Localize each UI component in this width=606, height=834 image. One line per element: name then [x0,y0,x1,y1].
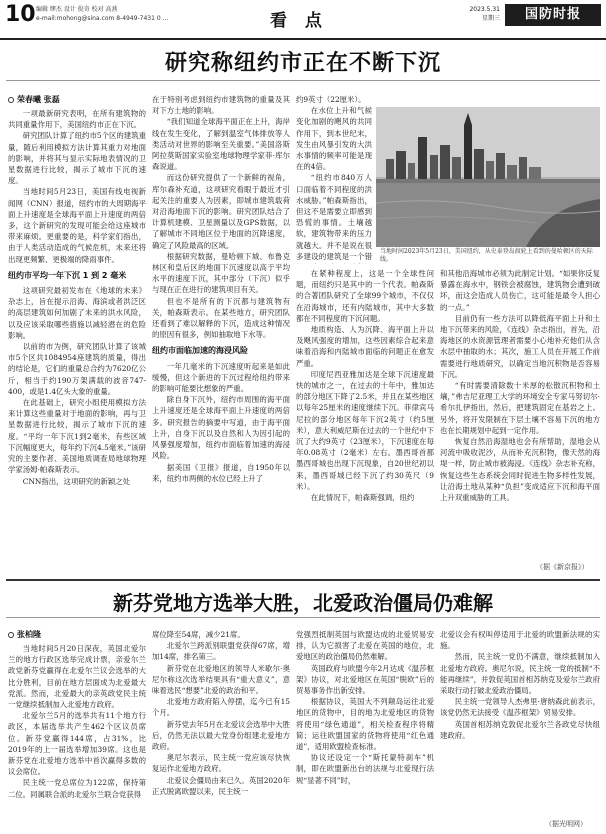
article2-col4 [440,629,600,815]
paragraph: 在紧种程度上，这是一个全球性问题，而纽约只是其中的一个代表。帕森斯的合著团队研究了全球99个城市，不仅仅在沿海城市，还有内陆城市，其中大多数都在不同程度的下沉问题。 [296,269,434,323]
paragraph: 当地时间5月20日深夜，英国北爱尔兰的地方行政区选举完成计票，亲爱尔兰政党新芬党赢得在北爱尔兰议会选举的大比分胜利，目前在地方层面成为北爱最大党派。然而，北爱最大的亲英政党民主统一党继续抵制加入北爱地方政府。 [8,644,146,710]
article1-credit: （据《新京报》） [536,563,589,571]
paragraph: 约9英寸（22厘米）。 [296,95,366,104]
city-skyline-photo [376,107,600,247]
paragraph: 而这份研究提供了一个新鲜的视角，库尔森补充道，这项研究看眼于最近才引起关注的重要人为因素，即城市建筑载荷对沿海地面下沉的影响。研究团队结合了计算机建模、卫星测量以及GPS数据，以了解城市不同地区位于地面的沉降速度，确定了风险最高的区域。 [152,173,290,250]
article2-col3 [296,629,434,831]
paragraph: CNN指出，这项研究的新颖之处 [22,476,131,486]
paragraph: 印度尼西亚雅加达是全球下沉速度最快的城市之一，在过去的十年中，雅加达的部分地区下降了2.5米，并且在某些地区以每年25厘米的速度继续下沉。菲律宾马尼拉的部分地区每年下沉2英寸（约5厘米），意大利威尼斯在过去的一个世纪中下沉了大约9英寸（23厘米），下沉速度在每年0.08英寸（2毫米）左右。墨西哥首都墨西哥城也出现下沉现象，自20世纪初以来，墨西哥城已经下沉了约30英尺（9米）。 [296,369,434,491]
paragraph: 当地时间5月23日，美国有线电视新闻网（CNN）报道，纽约市的大周期海平面上升速度是全球海平面上升速度的两倍多，这个新研究的发现可能会给这座城市带来麻烦。更重要的是，科学家们指出，由于人类活动造成的气候危机，未来还将出现更频繁、更极端的降雨事件。 [8,187,146,264]
article2-byline [8,629,41,640]
photo-caption: 当地时间2023年5月23日，美国纽约，从史泰登岛渡轮上看到的曼哈顿区的天际线。 [380,248,593,263]
paragraph: 恢复自然沿海湿地也会有所帮助，湿地会从河流中吸收泥沙，从而补充沉积物，像天然的海堤一样，防止城市被海浸。《连线》杂志补充称，恢复这些生态系统会同时促进生物多样性发展，让沿海土地从某种“负担”变成适应下沉和海平面上升双重威胁的工具。 [440,437,600,503]
weekday: 星期三 [481,15,500,22]
article1-col3-top [296,94,372,264]
section-title: 看 点 [270,11,328,31]
article1-col4 [440,268,600,558]
paragraph: 英国首相苏纳克敦促北爱尔兰各政党尽快组建政府。 [440,719,600,740]
editors: 编辑 缪杰 设计 倪奇 校对 高燕 [36,6,118,13]
date: 2023.5.31 [469,6,500,13]
article1-col1 [8,108,146,578]
article2-credit: （据光明网） [545,820,587,828]
byline-text: 荣春曦 张磊 [17,95,60,104]
article1-headline: 研究称纽约市正在不断下沉 [164,51,441,76]
subheading: 纽约市面临加速的海浸风险 [152,346,248,356]
paragraph: “我们知道全球海平面正在上升，海岸线在发生变化，了解到温室气体排放等人类活动对世界的影响至关重要。”美国洛斯阿拉莫斯国家实验室地球物理学家菲·库尔森说道。 [152,117,290,172]
paragraph: 据美国《卫报》报道，自1950年以来，纽约市两侧的水位已经上升了 [152,462,290,483]
paragraph: 英国政府与欧盟今年2月达成《温莎框架》协议，对北爱地区在英国“脱欧”后的贸易事务作出新安排。 [296,663,434,696]
paragraph: 这项研究最初发布在《地球的未来》杂志上，旨在提示沿海、海滨或者洪泛区的高层建筑如何加剧了未来的洪水风险，以及应该采取哪些措施以减轻潜在的危险影响。 [8,286,146,340]
section-divider [6,579,600,581]
paragraph: 奥尼尔表示，民主统一党应该尽快恢复运作北爱地方政府。 [152,753,290,774]
divider [6,80,600,81]
paragraph: “有时需要清除数十米厚的松散沉积物和土壤，”弗吉尼亚理工大学的环境安全专家马努切尔·希尔扎伊指出，然后，把建筑固定在基岩之上。另外，将开发限制在下层土壤不容易下沉的地方也在长期规划中起到一定作用。 [440,381,600,435]
article1-col3 [296,268,434,578]
paragraph: 但也不是所有的下沉都与建筑物有关，帕森斯表示。在某些地方，研究团队还看到了难以解释的下沉，造成这种情况的原因有很多，例如抽取地下水等。 [152,296,290,340]
paragraph: 地质构造、人为沉降、海平面上升以及飓风强度的增加，这些因素综合起来意味着沿海和内陆城市面临的问题正在愈发严重。 [296,325,434,368]
paragraph: 北爱尔兰5月的选举共有11个地方行政区，本届选举共产生462个区议员席位。新芬党赢得144席，占31%，比2019年的上一届选举增加39席。这也是新芬党在北爱地方选举中首次赢得多数的议会席位。 [8,711,146,777]
paragraph: 根据协议，英国大不列颠岛运往北爱地区的货物中，目的地为北爱地区的货物将使用“绿色通道”，相关检查程序将精简；运往欧盟国家的货物将使用“红色通道”，适用欧盟检查标准。 [296,697,434,752]
paragraph: 民主统一党领导人杰弗里·唐纳森此前表示，该党仍然无法接受《温莎框架》贸易安排。 [440,697,600,718]
paragraph: 研究团队计算了纽约市5个区的建筑重量，随后利用模拟方法计算其重力对地面的影响，并将其与显示实际地表情况的卫星数据进行比较，揭示了城市下沉的速度。 [8,131,146,186]
paragraph: 党强烈抵制英国与欧盟达成的北爱贸易安排，认为它损害了北爱在英国的地位，北爱地区的政治僵局仍然难解。 [296,630,434,662]
paragraph: 在水位上升和气候变化加剧的飓风的共同作用下，到本世纪末，发生由风暴引发的大洪水事情的频率可能是现在的4倍。 [296,106,372,172]
paragraph: 一项最新研究表明，在所有建筑物的共同重量作用下，美国纽约市正在下沉。 [8,109,146,130]
byline-text: 张柏隆 [17,630,41,639]
paragraph: 民主统一党总席位为122席，保持第二位。同属联合派的北爱尔兰联合党获得 [8,778,146,799]
page-header [0,0,606,40]
paragraph: 和其他沿海城市必须为此制定计划。“如果你反复暴露在海水中，钢铁会被腐蚀，建筑物会遭到破坏，而这会造成人员伤亡，这可能是最令人担心的一点。” [440,269,600,312]
editor-info [36,5,168,23]
paragraph: 北爱议会有权叫停适用于北爱的欧盟新法规的实施。 [440,630,600,651]
paragraph: 除自身下沉外，纽约市周围的海平面上升速度还是全球海平面上升速度的两倍多。研究报告的摘要中写道，由于海平面上升，自身下沉以及自然和人为因引起的风暴强度增加，纽约市面临着加速的海浸风险。 [152,395,290,461]
article1-byline [8,94,60,105]
paragraph: 新芬党在北爱地区的领导人米歇尔·奥尼尔称这次选举结果具有“重大意义”，意味着选民“想要”北爱的政治和平。 [152,663,290,696]
bullet-icon [8,97,14,103]
paragraph: 在此情况下，帕森斯强调，纽约 [310,493,415,503]
article2-headline: 新芬党地方选举大胜，北爱政治僵局仍难解 [113,591,493,615]
paragraph: 在此基础上，研究小组使用模拟方法来计算这些重量对于地面的影响，再与卫星数据进行比较，揭示了城市下沉的速度。“平均一年下沉1到2毫米，有些区域下沉幅度更大，每年约下沉4.5毫米。”该研究的主要作者、美国地质调查局地球物理学家汤姆·帕森斯表示。 [8,398,146,475]
article2-col2 [152,629,290,831]
paragraph: 席位降至54席，减少21席。 [152,630,245,639]
paragraph: 然而，民主统一党仍不满意，继续抵制加入北爱地方政府。奥尼尔说，民主统一党的抵制“不能再继续”，并敦促英国首相苏纳克及爱尔兰政府采取行动打破北爱政治僵局。 [440,652,600,696]
paragraph: 北爱尔兰跨派别联盟党获得67席，增加14席，排名第三。 [152,641,290,662]
paragraph: 以前的市为例，研究团队计算了该城市5个区共1084954座建筑的质量，得出的结论是，它们的重量总合约为7620亿公斤，相当于约190万架满载的波音747-400，或是1.4亿头大象的重量。 [8,342,146,396]
paragraph: 协议还设定一个“斯托蒙特刹车”机制，即在欧盟新出台的法规与北爱现行法规“显著不同”时， [296,753,434,785]
newspaper-logo: 国防时报 [505,4,601,26]
paragraph: 在于特别考虑到纽约市建筑物的重量及其对下方土地的影响。 [152,95,290,116]
paragraph: 新芬党去年5月在北爱议会选举中大胜后，仍然无法以最大党身份组建北爱地方政府。 [152,719,290,752]
issue-date [452,5,500,23]
page-number: 10 [5,2,36,27]
paragraph: 北爱议会僵局由来已久。英国2020年正式脱离欧盟以来，民主统一 [152,775,290,796]
subheading: 纽约市平均一年下沉 1 到 2 毫米 [8,270,127,280]
divider [6,617,600,618]
paragraph: 根据研究数据，曼哈顿下城、布鲁克林区和皇后区的地面下沉速度以高于平均水平的速度下沉，其中部分（下沉）似乎与现在正在进行的建筑项目有关。 [152,251,290,295]
article2-col1 [8,643,146,831]
paragraph: 北爱地方政府陷入停摆，迄今已有15个月。 [152,697,290,718]
article1-col2 [152,94,290,578]
paragraph: 目前仍有一些方法可以降低海平面上升和土地下沉带来的风险，《连线》杂志指出，首先，沿海地区的水资源管理者需要小心地补充他们从含水层中抽取的水；其次，施工人员在开展工作前需要进行地质研究，以确定当地沉积物是否容易下沉。 [440,313,600,379]
editor-email: e-mail:mohong@sina.com 8-4949-7431 0 ... [36,15,169,22]
paragraph: 一年几毫米的下沉速度听起来是如此缓慢，但这个新进的下沉过程给纽约带来的影响可能要比想象的严重。 [152,361,290,394]
paragraph: “纽约市840万人口面临着不同程度的洪水威胁。”帕森斯指出，但这不是需要立即感到恐慌的事情。土壤越软，建筑物带来的压力就越大。并不是说在很多建设的建筑是一个错 [296,173,372,261]
bullet-icon [8,632,14,638]
